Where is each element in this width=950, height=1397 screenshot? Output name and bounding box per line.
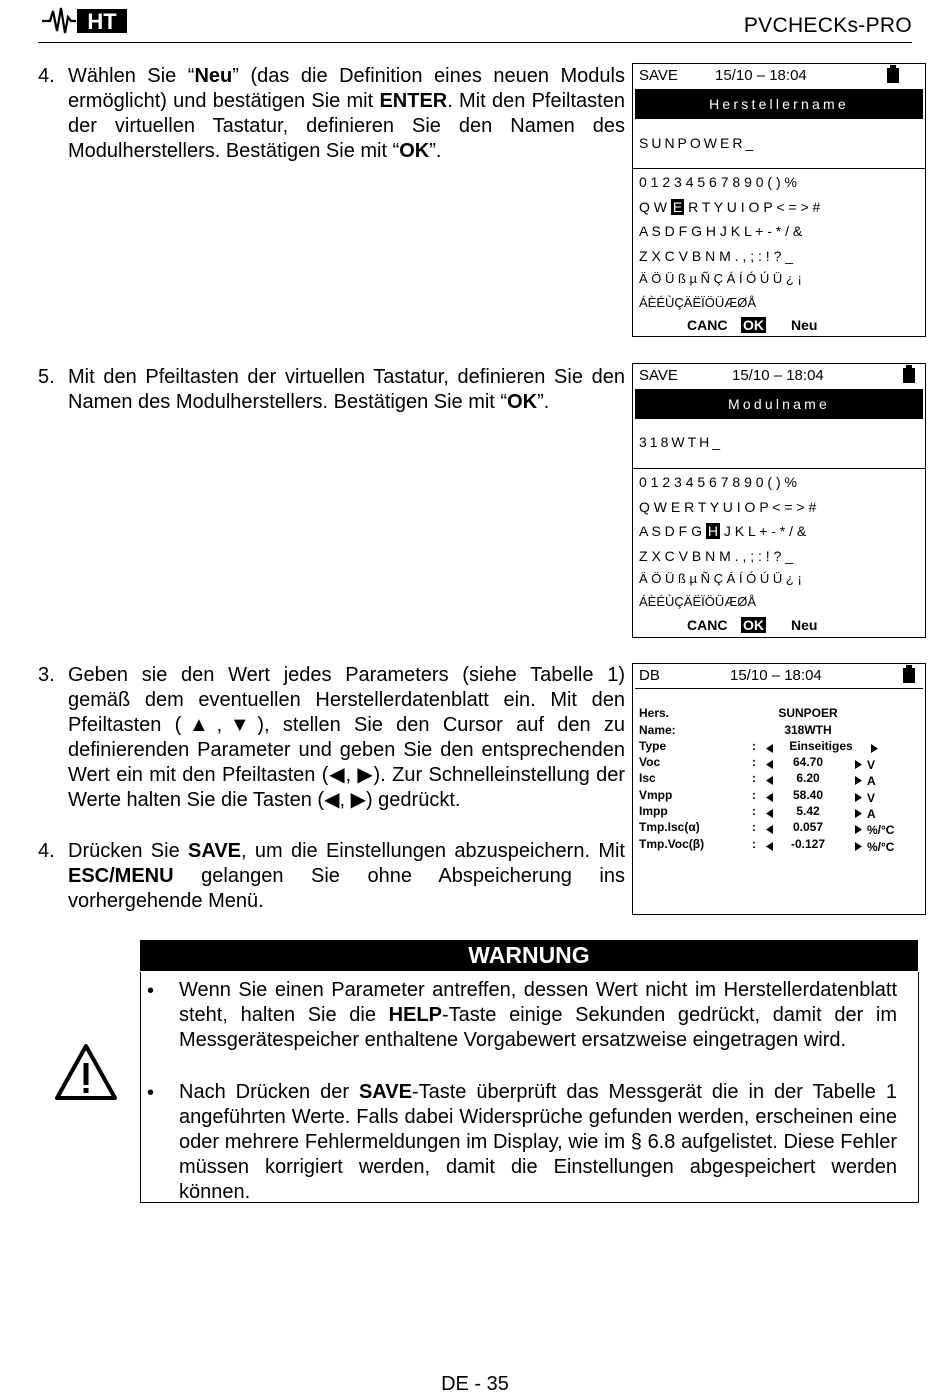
step-text: Mit den Pfeiltasten der virtuellen Tastatur, definieren Sie den Namen des Modulherstellers. Bestätigen Sie mit “OK”.: [68, 366, 625, 413]
new-button: Neu: [791, 617, 818, 633]
decrease-arrow-icon: [766, 807, 774, 821]
device-screen-database: [632, 663, 926, 915]
field-title: Modulname: [635, 389, 923, 419]
manual-title: PVCHECKs-PRO: [743, 14, 912, 37]
battery-icon: [903, 368, 915, 383]
text-entry: 318WTH_: [639, 434, 724, 450]
ok-button: OK: [743, 317, 764, 333]
parameter-label: Isc: [639, 771, 656, 785]
parameter-row: [638, 723, 920, 739]
field-title: Herstellername: [635, 89, 923, 119]
keyboard-row-6: ÁÈÉÙÇÄËÏÖÜÆØÅ: [639, 295, 757, 310]
ok-button: OK: [743, 617, 764, 633]
keyboard-row-3: A S D F G H J K L + - * / &: [639, 523, 807, 539]
colon-separator: :: [752, 771, 756, 785]
parameter-value: 6.20: [796, 771, 820, 785]
logo-text: HT: [87, 9, 117, 34]
increase-arrow-icon: [855, 758, 863, 772]
datetime: 15/10 – 18:04: [730, 667, 822, 684]
increase-arrow-icon: [871, 742, 879, 756]
parameter-row: [638, 837, 920, 853]
step-number: 5.: [38, 366, 55, 388]
keyboard-row-2: Q W E R T Y U I O P < = > #: [639, 499, 817, 515]
parameter-unit: V: [867, 758, 876, 772]
page-number: DE - 35: [441, 1373, 509, 1395]
parameter-row: [638, 788, 920, 804]
parameter-value: Einseitiges: [789, 739, 853, 753]
increase-arrow-icon: [855, 823, 863, 837]
parameter-label: Type: [639, 739, 667, 753]
parameter-value: -0.127: [790, 837, 826, 851]
step-3-enter-parameters: [38, 663, 628, 838]
parameter-unit: %/°C: [867, 823, 895, 837]
parameter-row: [638, 755, 920, 771]
keyboard-divider: [633, 468, 925, 469]
cancel-button: CANC: [687, 317, 728, 333]
cursor-key: E: [672, 199, 683, 215]
device-screen-module-name: [632, 363, 926, 638]
battery-icon: [887, 68, 899, 83]
parameter-label: Tmp.Isc(α): [639, 820, 700, 834]
keyboard-row-2: Q W E R T Y U I O P < = > #: [639, 199, 821, 215]
cancel-button: CANC: [687, 617, 728, 633]
ht-logo: [40, 5, 128, 35]
keyboard-row-3: A S D F G H J K L + - * / &: [639, 223, 803, 239]
bullet: •: [147, 980, 155, 1002]
increase-arrow-icon: [855, 807, 863, 821]
datetime: 15/10 – 18:04: [732, 367, 824, 384]
keyboard-row-5: Ä Ö Ü ß µ Ñ Ç Á Í Ó Ú Ü ¿ ¡: [639, 571, 802, 586]
header-divider: [38, 42, 912, 43]
step-4-save: [38, 839, 628, 914]
keyboard-row-1: 0 1 2 3 4 5 6 7 8 9 0 ( ) %: [639, 174, 797, 190]
colon-separator: :: [752, 788, 756, 802]
header-divider: [635, 688, 923, 689]
decrease-arrow-icon: [766, 823, 774, 837]
colon-separator: :: [752, 739, 756, 753]
step-5-module-name: [38, 365, 628, 445]
step-number: 4.: [38, 840, 55, 862]
step-text: Drücken Sie SAVE, um die Einstellungen abzuspeichern. Mit ESC/MENU gelangen Sie ohne Abspeicherung ins vorhergehende Menü.: [68, 840, 625, 912]
parameter-unit: A: [867, 807, 876, 821]
cursor-key: H: [707, 523, 719, 539]
mode-label: SAVE: [639, 67, 678, 84]
step-text: Wählen Sie “Neu” (das die Definition eines neuen Moduls ermöglicht) und bestätigen Sie mit ENTER. Mit den Pfeiltasten der virtuellen Tastatur, definieren Sie den Namen des Modulherstellers. Bestätigen Sie mit “OK”.: [68, 65, 625, 162]
keyboard-divider: [633, 168, 925, 169]
datetime: 15/10 – 18:04: [715, 67, 807, 84]
decrease-arrow-icon: [766, 742, 774, 756]
parameter-label: Vmpp: [639, 788, 673, 802]
parameter-label: Tmp.Voc(β): [639, 837, 705, 851]
colon-separator: :: [752, 820, 756, 834]
parameter-row: [638, 739, 920, 755]
parameter-row: [638, 820, 920, 836]
parameter-label: Name:: [639, 723, 676, 737]
parameter-value: 0.057: [792, 820, 824, 834]
text-entry: SUNPOWER_: [639, 135, 757, 151]
decrease-arrow-icon: [766, 791, 774, 805]
colon-separator: :: [752, 837, 756, 851]
parameter-unit: V: [867, 791, 876, 805]
parameter-unit: %/°C: [867, 840, 895, 854]
keyboard-row-6: ÁÈÉÙÇÄËÏÖÜÆØÅ: [639, 594, 757, 609]
parameter-label: Hers.: [639, 706, 670, 720]
colon-separator: :: [752, 755, 756, 769]
warning-box: [140, 972, 919, 1203]
device-screen-manufacturer: [632, 63, 926, 337]
decrease-arrow-icon: [766, 758, 774, 772]
parameter-unit: A: [867, 774, 876, 788]
warning-bullet-1: Wenn Sie einen Parameter antreffen, dessen Wert nicht im Herstellerdatenblatt steht, halten Sie die HELP-Taste einige Sekunden gedrückt, damit der im Messgerätespeicher enthaltene Vorgabewert ersatzweise eingetragen wird.: [179, 979, 897, 1051]
parameter-value: 58.40: [792, 788, 824, 802]
increase-arrow-icon: [855, 791, 863, 805]
bullet: •: [147, 1082, 155, 1104]
keyboard-row-1: 0 1 2 3 4 5 6 7 8 9 0 ( ) %: [639, 474, 797, 490]
keyboard-row-4: Z X C V B N M . , ; : ! ? _: [639, 548, 794, 564]
increase-arrow-icon: [855, 840, 863, 854]
parameter-value: 318WTH: [784, 723, 832, 737]
step-number: 4.: [38, 65, 55, 87]
parameter-row: [638, 771, 920, 787]
decrease-arrow-icon: [766, 774, 774, 788]
colon-separator: :: [752, 804, 756, 818]
keyboard-row-5: Ä Ö Ü ß µ Ñ Ç Á Í Ó Ú Ü ¿ ¡: [639, 271, 802, 286]
increase-arrow-icon: [855, 774, 863, 788]
parameter-row: [638, 706, 920, 722]
step-4-select-new: [38, 64, 628, 164]
parameter-label: Voc: [639, 755, 661, 769]
mode-label: DB: [639, 667, 660, 684]
parameter-label: Impp: [639, 804, 668, 818]
keyboard-row-4: Z X C V B N M . , ; : ! ? _: [639, 248, 794, 264]
parameter-value: SUNPOER: [778, 706, 838, 720]
step-text: Geben sie den Wert jedes Parameters (siehe Tabelle 1) gemäß dem eventuellen Herstellerdatenblatt ein. Mit den Pfeiltasten (▲,▼), stellen Sie den Cursor auf den zu definierenden Parameter und geben Sie den entsprechenden Wert ein mit den Pfeiltasten (◀, ▶). Zur Schnelleinstellung der Werte halten Sie die Tasten (◀, ▶) gedrückt.: [68, 664, 625, 811]
warning-title: WARNUNG: [140, 940, 918, 971]
parameter-value: 5.42: [796, 804, 820, 818]
mode-label: SAVE: [639, 367, 678, 384]
parameter-row: [638, 804, 920, 820]
new-button: Neu: [791, 317, 818, 333]
decrease-arrow-icon: [766, 840, 774, 854]
warning-bullet-2: Nach Drücken der SAVE-Taste überprüft das Messgerät die in der Tabelle 1 angeführten Werte. Falls dabei Widersprüche gefunden werden, erscheinen eine oder mehrere Fehlermeldungen im Display, wie im § 6.8 aufgelistet. Diese Fehler müssen korrigiert werden, damit die Einstellungen abgespeichert werden können.: [179, 1081, 897, 1203]
battery-icon: [903, 668, 915, 683]
warning-triangle-icon: [54, 1043, 118, 1101]
parameter-value: 64.70: [792, 755, 824, 769]
step-number: 3.: [38, 664, 55, 686]
